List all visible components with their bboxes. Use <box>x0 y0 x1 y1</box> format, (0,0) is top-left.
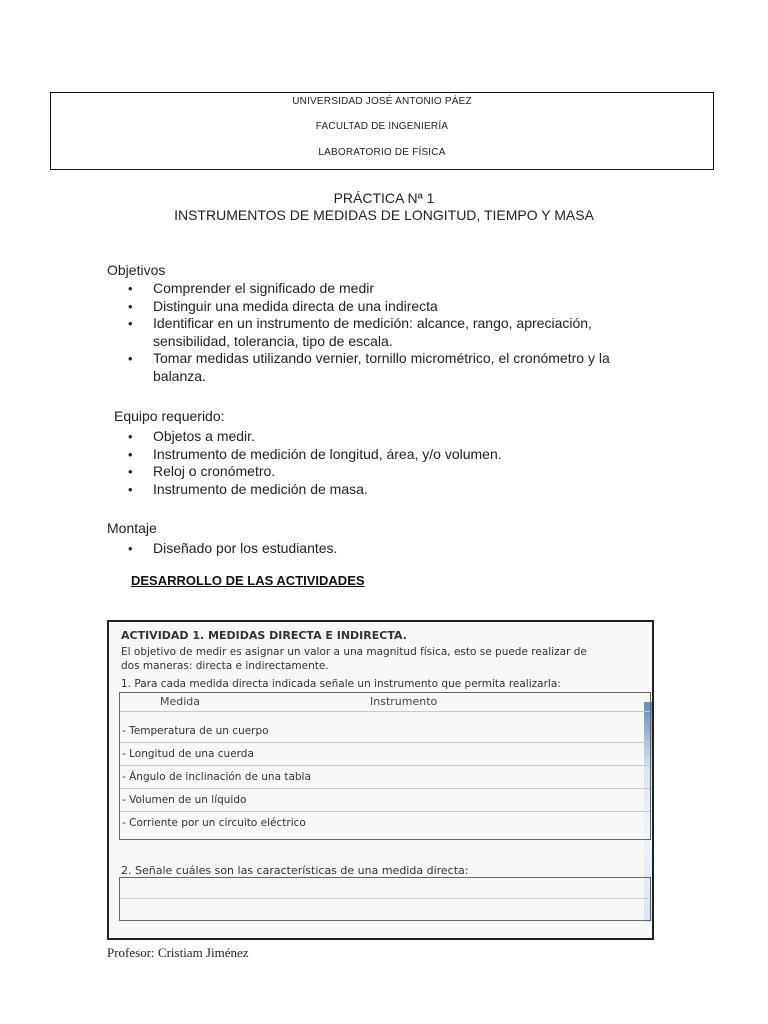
question-1: 1. Para cada medida directa indicada señale un instrumento que permita realizarla: <box>121 678 561 690</box>
setup-label: Montaje <box>107 520 157 536</box>
lab-name: LABORATORIO DE FÍSICA <box>318 147 446 158</box>
activity-intro-line-2: dos maneras: directa e indirectamente. <box>121 660 329 672</box>
list-item: • Distinguir una medida directa de una indirecta <box>128 298 658 316</box>
table-row: - Temperatura de un cuerpo <box>122 725 269 737</box>
table-divider <box>120 711 650 712</box>
measurement-table <box>119 692 651 840</box>
table-row: - Ángulo de inclinación de una tabla <box>122 771 311 783</box>
activity-title: ACTIVIDAD 1. MEDIDAS DIRECTA E INDIRECTA. <box>121 629 407 642</box>
list-item: • Tomar medidas utilizando vernier, tornillo micrométrico, el cronómetro y la balanza. <box>128 350 658 385</box>
practice-title: INSTRUMENTOS DE MEDIDAS DE LONGITUD, TIEMPO Y MASA <box>174 207 594 223</box>
university-name: UNIVERSIDAD JOSÉ ANTONIO PÁEZ <box>292 96 472 107</box>
list-item: • Reloj o cronómetro. <box>128 463 658 481</box>
question-2: 2. Señale cuáles son las características de una medida directa: <box>121 864 469 877</box>
table-row: - Corriente por un circuito eléctrico <box>122 817 306 829</box>
objectives-label: Objetivos <box>107 262 166 278</box>
development-title: DESARROLLO DE LAS ACTIVIDADES <box>131 573 365 588</box>
equipment-list <box>128 428 658 498</box>
table-row: - Longitud de una cuerda <box>122 748 254 760</box>
answer-line <box>120 898 650 899</box>
list-item: • Instrumento de medición de longitud, área, y/o volumen. <box>128 446 658 464</box>
table-divider <box>120 765 650 766</box>
practice-number: PRÁCTICA Nª 1 <box>333 190 435 206</box>
activity-intro-line-1: El objetivo de medir es asignar un valor a una magnitud física, esto se puede realizar de <box>121 646 587 658</box>
list-item: • Identificar en un instrumento de medición: alcance, rango, apreciación, sensibilidad, tolerancia, tipo de escala. <box>128 315 658 350</box>
table-row: - Volumen de un líquido <box>122 794 247 806</box>
objectives-list <box>128 280 658 385</box>
list-item: • Objetos a medir. <box>128 428 658 446</box>
setup-list <box>128 540 658 558</box>
table-divider <box>120 742 650 743</box>
table-divider <box>120 788 650 789</box>
column-header-instrumento: Instrumento <box>370 695 438 708</box>
table-divider <box>120 811 650 812</box>
equipment-label: Equipo requerido: <box>114 408 225 424</box>
list-item: • Instrumento de medición de masa. <box>128 481 658 499</box>
column-header-medida: Medida <box>160 695 201 708</box>
header-box <box>50 92 714 170</box>
answer-box <box>119 877 651 921</box>
list-item: • Diseñado por los estudiantes. <box>128 540 658 558</box>
faculty-name: FACULTAD DE INGENIERÍA <box>315 121 449 132</box>
professor-footer: Profesor: Cristiam Jiménez <box>107 945 249 960</box>
activity-scan <box>107 620 654 940</box>
list-item: • Comprender el significado de medir <box>128 280 658 298</box>
